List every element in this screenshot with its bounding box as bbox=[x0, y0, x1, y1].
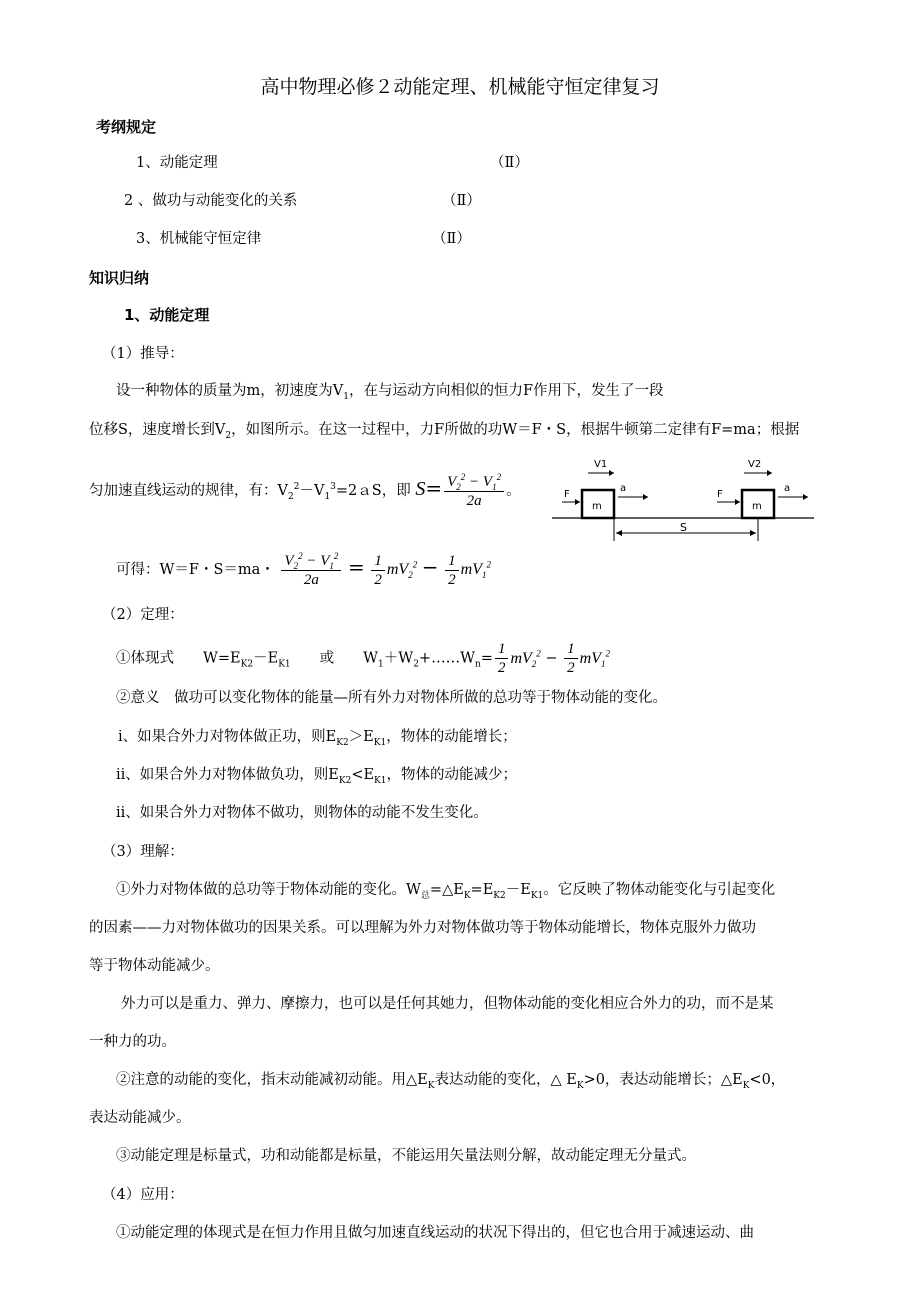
paragraph-line: ①体现式 $W=E_{K2}-E_{K1}$ 或 $W_1+W_2+\dots\dots W_n=$ $\frac{1}{2}$ $mV_2^2$ − $\frac{1}{2}$ $mV_1^2$ bbox=[116, 641, 610, 676]
derive-heading: （1）推导： bbox=[102, 346, 184, 362]
understand-heading: （3）理解： bbox=[102, 844, 184, 860]
formula-fraction: $\frac{V_2^2 - V_1^2}{2a}$ bbox=[444, 473, 504, 510]
paragraph-line: ②意义 做功可以变化物体的能量—所有外力对物体所做的总功等于物体动能的变化。 bbox=[116, 690, 667, 706]
paragraph-line: 的因素——力对物体做功的因果关系。可以理解为外力对物体做功等于物体动能增长，物体克服外力做功 bbox=[89, 920, 756, 936]
apply-heading: （4）应用： bbox=[102, 1187, 184, 1203]
paragraph-line: ③动能定理是标量式，功和动能都是标量，不能运用矢量法则分解，故动能定理无分量式。 bbox=[116, 1148, 696, 1164]
paragraph-line: 匀加速直线运动的规律，有：$V_2^2-V_1^3=2aS$，即 S= $\frac{V_2^2 - V_1^2}{2a}$ 。 bbox=[89, 471, 521, 509]
velocity-label-1: V1 bbox=[594, 459, 608, 470]
velocity-label-2: V2 bbox=[748, 459, 762, 470]
case-line-3: ⅱ、如果合外力对物体不做功，则物体的动能不发生变化。 bbox=[116, 805, 488, 821]
paragraph-line: 设一种物体的质量为m，初速度为$V_1$，在与运动方向相似的恒力F作用下，发生了一段 bbox=[116, 383, 664, 402]
theorem-heading: （2）定理： bbox=[102, 607, 184, 623]
subsection-title: 1、动能定理 bbox=[124, 306, 210, 324]
paragraph-line: ②注意的动能的变化，指末动能减初动能。用$\triangle E_K$表达动能的变化，△ $E_K>0$，表达动能增长；$\triangle E_K<0$， bbox=[116, 1072, 786, 1091]
motion-diagram bbox=[552, 455, 820, 547]
accel-label-2: a bbox=[784, 483, 791, 494]
syllabus-item-1: 1、动能定理 bbox=[136, 155, 218, 171]
mass-label-1: m bbox=[592, 501, 602, 512]
distance-label: S bbox=[680, 521, 687, 534]
paragraph-line: 等于物体动能减少。 bbox=[89, 958, 220, 974]
case-line-1: ⅰ、如果合外力对物体做正功，则$E_{K2}>E_{K1}$，物体的动能增长； bbox=[118, 729, 517, 748]
syllabus-level-1: （Ⅱ） bbox=[490, 155, 529, 171]
paragraph-line: 表达动能减少。 bbox=[89, 1110, 191, 1126]
accel-label-1: a bbox=[620, 483, 627, 494]
mass-label-2: m bbox=[752, 501, 762, 512]
paragraph-line: ①外力对物体做的总功等于物体动能的变化。$W_总=\triangle E_K=E_{K2}-E_{K1}$。它反映了物体动能变化与引起变化 bbox=[116, 882, 776, 901]
paragraph-line: 一种力的功。 bbox=[89, 1034, 176, 1050]
syllabus-item-3: 3、机械能守恒定律 bbox=[136, 231, 262, 247]
paragraph-line: ①动能定理的体现式是在恒力作用且做匀加速直线运动的状况下得出的，但它也合用于减速运动、曲 bbox=[116, 1225, 754, 1241]
syllabus-level-3: （Ⅱ） bbox=[432, 231, 471, 247]
syllabus-heading: 考纲规定 bbox=[96, 118, 157, 136]
paragraph-line: 位移S，速度增长到$V_2$，如图所示。在这一过程中，力F所做的功W＝F・S，根据牛顿第二定律有F=ma；根据 bbox=[89, 422, 800, 441]
force-label-1: F bbox=[564, 489, 570, 500]
case-line-2: ⅱ、如果合外力对物体做负功，则$E_{K2}<E_{K1}$，物体的动能减少； bbox=[116, 767, 517, 786]
paragraph-line: 可得：W＝F・S＝ma・ $\frac{V_2^2 - V_1^2}{2a}$ = $\frac{1}{2}$ $mV_2^2$ − $\frac{1}{2}$ $mV_1^2$ bbox=[116, 550, 491, 588]
syllabus-item-2: 2 、做功与动能变化的关系 bbox=[124, 193, 298, 209]
knowledge-heading: 知识归纳 bbox=[89, 269, 150, 287]
formula-fraction: $\frac{V_2^2 - V_1^2}{2a}$ bbox=[281, 552, 341, 589]
paragraph-line: 外力可以是重力、弹力、摩擦力，也可以是任何其她力，但物体动能的变化相应合外力的功，而不是某 bbox=[121, 996, 774, 1012]
syllabus-level-2: （Ⅱ） bbox=[442, 193, 481, 209]
page-title: 高中物理必修２动能定理、机械能守恒定律复习 bbox=[260, 76, 660, 98]
force-label-2: F bbox=[717, 489, 723, 500]
